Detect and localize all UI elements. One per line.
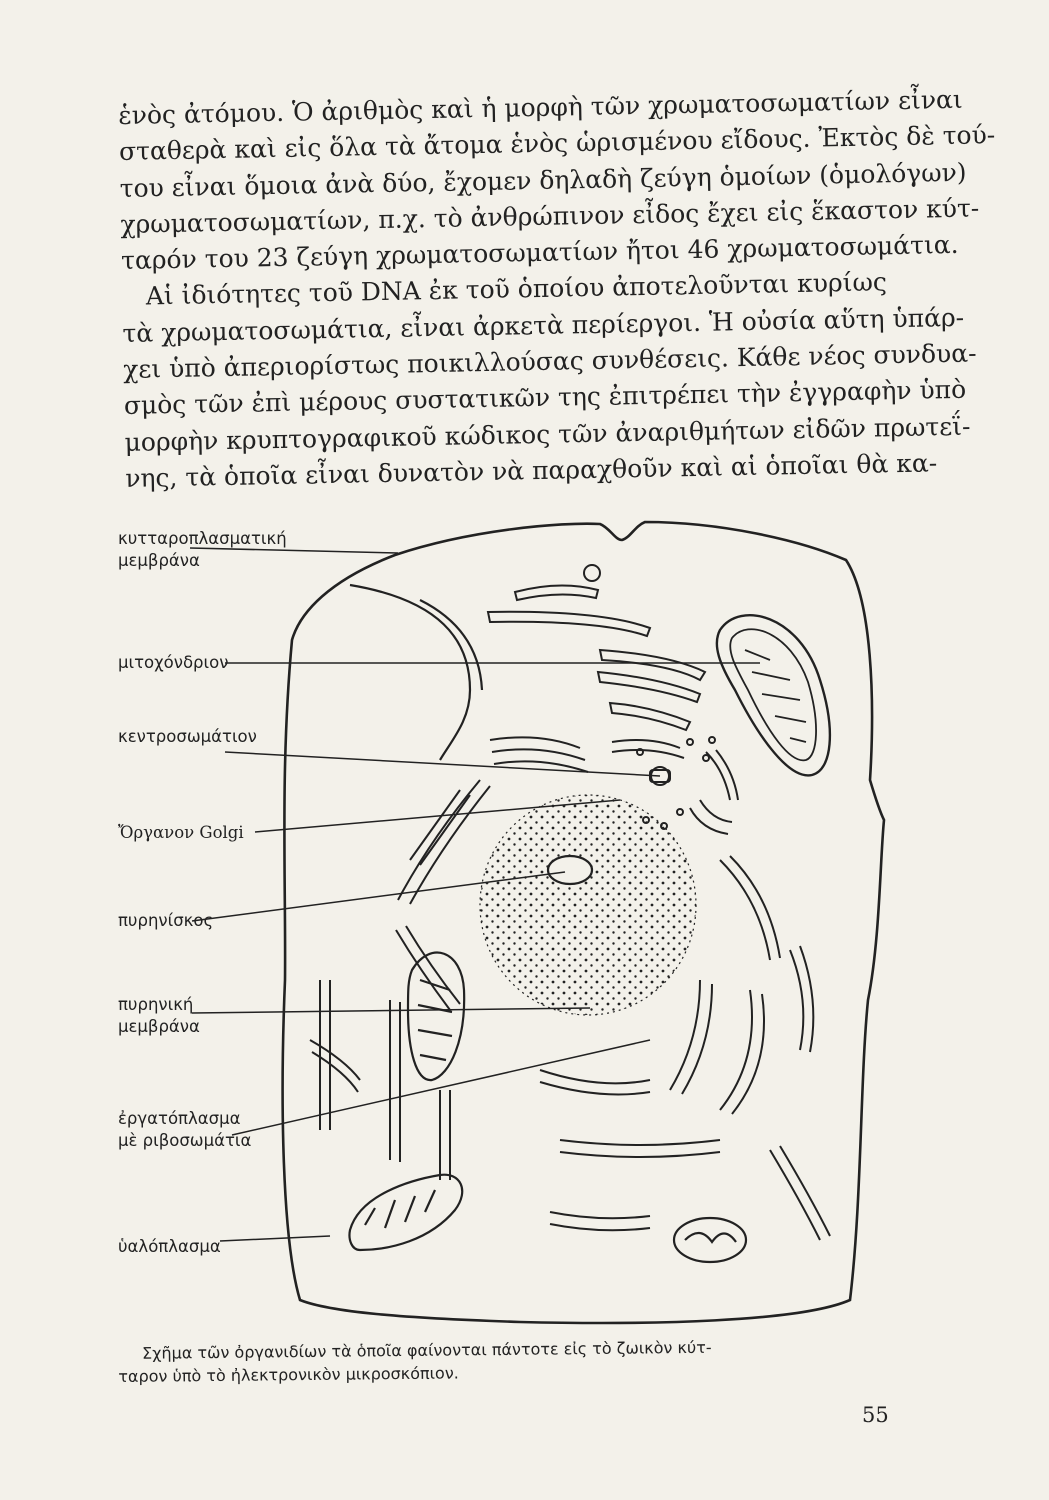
text-line: ταρόν του 23 ζεύγη χρωματοσωματίων ἤτοι 46 χρωματοσωμάτια. (120, 230, 959, 276)
nucleolus (548, 856, 592, 884)
er-cisterna (488, 612, 650, 636)
er-cisterna (515, 585, 598, 600)
body-paragraph (118, 83, 996, 497)
label-nuclear-membrane (118, 994, 200, 1038)
text-line: χει ὑπὸ ἀπεριορίστως ποικιλλούσας συνθέσεις. Κάθε νέος συνδυα- (122, 338, 977, 385)
mitochondrion-lower-left (349, 1175, 462, 1250)
label-mitochondrion: μιτοχόνδριον (118, 653, 229, 672)
mitochondrion-upper-right (717, 615, 830, 775)
figure-caption (118, 1334, 908, 1388)
text-line: μορφὴν κρυπτογραφικοῦ κώδικος τῶν ἀναριθμήτων εἰδῶν πρωτεΐ- (124, 411, 971, 457)
text-line: Αἱ ἰδιότητες τοῦ DNA ἐκ τοῦ ὁποίου ἀποτελοῦνται κυρίως (145, 267, 888, 311)
caption-line: ταρον ὑπὸ τὸ ἠλεκτρονικὸν μικροσκόπιον. (118, 1363, 459, 1386)
label-line: μεμβράνα (118, 1017, 200, 1036)
text-line: χρωματοσωματίων, π.χ. τὸ ἀνθρώπινον εἶδος ἔχει εἰς ἕκαστον κύτ- (120, 193, 980, 239)
nucleus (480, 795, 696, 1015)
text-line: ἑνὸς ἀτόμου. Ὁ ἀριθμὸς καὶ ἡ μορφὴ τῶν χρωματοσωματίων εἶναι (118, 84, 963, 130)
text-line: τὰ χρωματοσωμάτια, εἶναι ἀρκετὰ περίεργοι. Ἡ οὐσία αὕτη ὑπάρ- (122, 302, 965, 348)
text-line: σμὸς τῶν ἐπὶ μέρους συστατικῶν της ἐπιτρέπει τὴν ἐγγραφὴν ὑπὸ (123, 375, 967, 421)
label-centrosome: κεντροσωμάτιον (118, 727, 257, 746)
label-line: μὲ ριβοσωμάτια (118, 1131, 252, 1150)
label-golgi: Ὄργανον Golgi (118, 823, 244, 842)
er-cisterna (600, 650, 705, 680)
label-ergastoplasm (118, 1108, 251, 1152)
label-cytoplasmic-membrane (118, 528, 287, 572)
er-cisterna (610, 703, 690, 730)
label-line: ἐργατόπλασμα (118, 1109, 241, 1128)
caption-line: Σχῆμα τῶν ὀργανιδίων τὰ ὁποῖα φαίνονται πάντοτε εἰς τὸ ζωικὸν κύτ- (142, 1337, 712, 1363)
label-line: μεμβράνα (118, 551, 200, 570)
er-cisterna (598, 672, 700, 702)
label-hyaloplasm: ὑαλόπλασμα (118, 1237, 221, 1256)
mitochondrion-bottom (674, 1218, 746, 1262)
label-line: κυτταροπλασματική (118, 529, 287, 548)
page-number: 55 (862, 1403, 889, 1427)
label-nucleolus: πυρηνίσκος (118, 911, 214, 930)
vesicle (584, 565, 600, 581)
membrane-channel (350, 585, 470, 760)
text-line: σταθερὰ καὶ εἰς ὅλα τὰ ἄτομα ἑνὸς ὡρισμένου εἴδους. Ἐκτὸς δὲ τού- (118, 120, 996, 167)
text-line: νης, τὰ ὁποῖα εἶναι δυνατὸν νὰ παραχθοῦν καὶ αἱ ὁποῖαι θὰ κα- (125, 448, 938, 493)
text-line: του εἶναι ὅμοια ἀνὰ δύο, ἔχομεν δηλαδὴ ζεύγη ὁμοίων (ὁμολόγων) (119, 157, 967, 203)
label-line: πυρηνική (118, 995, 194, 1014)
